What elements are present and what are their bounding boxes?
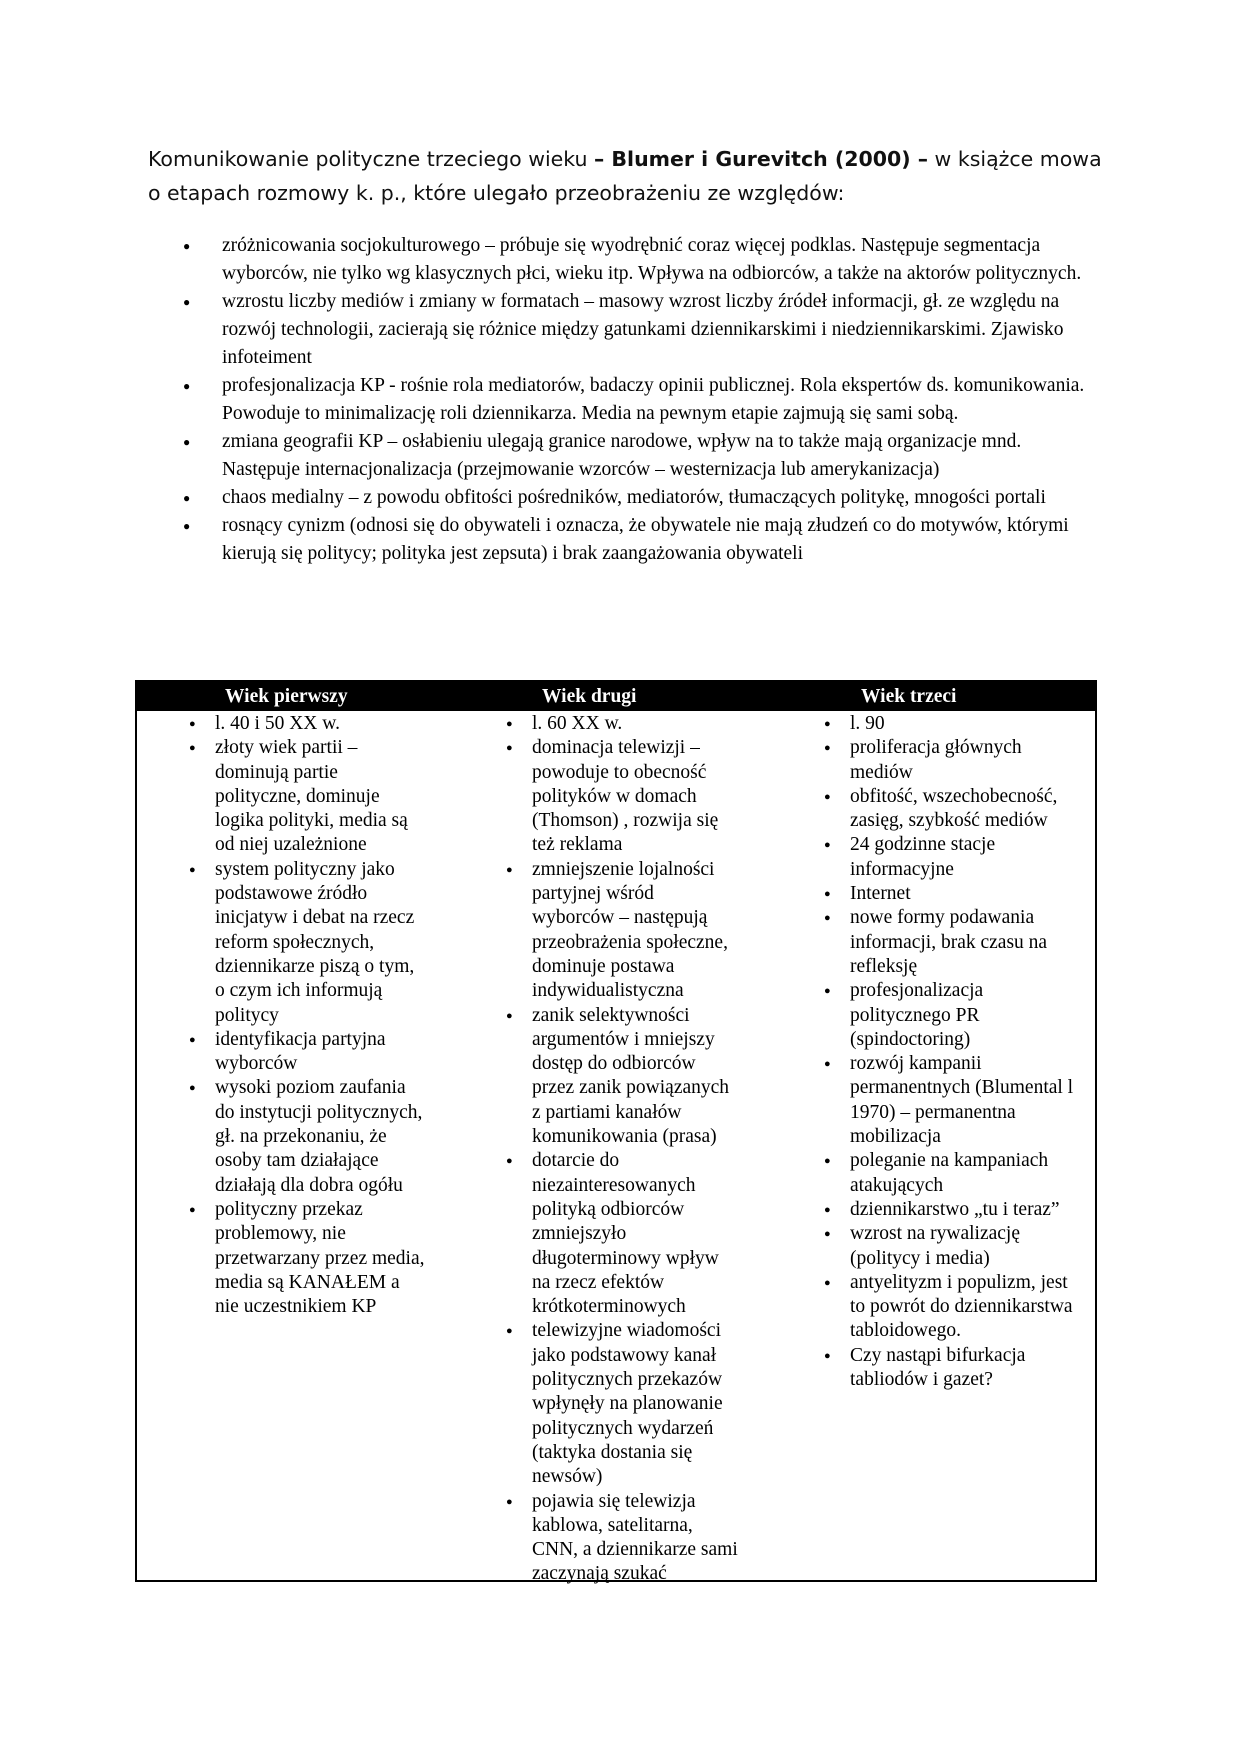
header-first-age: Wiek pierwszy [225,686,348,707]
table-list-item: ● wysoki poziom zaufania do instytucji politycznych, gł. na przekonaniu, że osoby tam działające działają dla dobra ogółu [177,1076,427,1197]
table-header-row [137,682,1095,711]
table-list-item: ● zanik selektywności argumentów i mniejszy dostęp do odbiorców przez zanik powiązanych z partiami kanałów komunikowania (prasa) [494,1004,739,1150]
table-list-item: ● identyfikacja partyjna wyborców [177,1028,427,1077]
table-list-item: ● Czy nastąpi bifurkacja tabliodów i gazet? [812,1344,1077,1393]
table-list-item: ● złoty wiek partii – dominują partie polityczne, dominuje logika polityki, media są od niej uzależnione [177,736,427,857]
table-list-item: ● poleganie na kampaniach atakujących [812,1149,1077,1198]
table-list-item: ● dominacja telewizji – powoduje to obecność polityków w domach (Thomson) , rozwija się też reklama [494,736,739,857]
table-list-item: ● system polityczny jako podstawowe źródło inicjatyw i debat na rzecz reform społecznych, dziennikarze piszą o tym, o czym ich informują politycy [177,858,427,1028]
table-list-item: ● zmniejszenie lojalności partyjnej wśród wyborców – następują przeobrażenia społeczne, dominuje postawa indywidualistyczna [494,858,739,1004]
table-list-item: ● l. 40 i 50 XX w. [177,712,427,736]
table-list-item: ● telewizyjne wiadomości jako podstawowy kanał politycznych przekazów wpłynęły na planowanie politycznych wydarzeń (taktyka dostania się newsów) [494,1319,739,1489]
table-list-item: ● dotarcie do niezainteresowanych polityką odbiorców zmniejszyło długoterminowy wpływ na rzecz efektów krótkoterminowych [494,1149,739,1319]
header-second-age: Wiek drugi [542,686,637,707]
factors-list [148,232,1088,568]
list-item: ● wzrostu liczby mediów i zmiany w formatach – masowy wzrost liczby źródeł informacji, gł. ze względu na rozwój technologii, zacierają się różnice między gatunkami dziennikarskimi i niedziennikarskimi. Zjawisko infoteiment [148,288,1088,372]
table-list-item: ● wzrost na rywalizację (politycy i media) [812,1222,1077,1271]
table-list-item: ● l. 60 XX w. [494,712,739,736]
table-list-item: ● l. 90 [812,712,1077,736]
table-list-item: ● dziennikarstwo „tu i teraz” [812,1198,1077,1222]
intro-authors: – Blumer i Gurevitch (2000) – [594,147,929,171]
table-list-item: ● polityczny przekaz problemowy, nie przetwarzany przez media, media są KANAŁEM a nie uczestnikiem KP [177,1198,427,1319]
table-list-item: ● nowe formy podawania informacji, brak czasu na refleksję [812,906,1077,979]
intro-text-end: w książce mowa o etapach rozmowy k. p., które ulegało przeobrażeniu ze względów: [148,147,1102,205]
table-list-item: ● pojawia się telewizja kablowa, satelitarna, CNN, a dziennikarze sami zaczynają szukać [494,1490,739,1587]
header-third-age: Wiek trzeci [861,686,957,707]
table-list-item: ● rozwój kampanii permanentnych (Blumental l 1970) – permanentna mobilizacja [812,1052,1077,1149]
list-item: ● zróżnicowania socjokulturowego – próbuje się wyodrębnić coraz więcej podklas. Następuje segmentacja wyborców, nie tylko wg klasycznych płci, wieku itp. Wpływa na odbiorców, a także na aktorów politycznych. [148,232,1088,288]
table-list-item: ● 24 godzinne stacje informacyjne [812,833,1077,882]
intro-text-start: Komunikowanie polityczne trzeciego wieku [148,147,595,171]
table-list-item: ● profesjonalizacja politycznego PR (spindoctoring) [812,979,1077,1052]
list-item: ● chaos medialny – z powodu obfitości pośredników, mediatorów, tłumaczących politykę, mnogości portali [148,484,1088,512]
column-third-age [812,712,1077,1392]
table-list-item: ● proliferacja głównych mediów [812,736,1077,785]
table-list-item: ● obfitość, wszechobecność, zasięg, szybkość mediów [812,785,1077,834]
table-list-item: ● Internet [812,882,1077,906]
ages-table [135,680,1097,1585]
list-item: ● zmiana geografii KP – osłabieniu ulegają granice narodowe, wpływ na to także mają organizacje mnd. Następuje internacjonalizacja (przejmowanie wzorców – westernizacja lub amerykanizacja) [148,428,1088,484]
table-list-item: ● antyelityzm i populizm, jest to powrót do dziennikarstwa tabloidowego. [812,1271,1077,1344]
column-first-age [177,712,427,1319]
list-item: ● rosnący cynizm (odnosi się do obywateli i oznacza, że obywatele nie mają złudzeń co do motywów, którymi kierują się politycy; polityka jest zepsuta) i brak zaangażowania obywateli [148,512,1088,568]
list-item: ● profesjonalizacja KP - rośnie rola mediatorów, badaczy opinii publicznej. Rola ekspertów ds. komunikowania. Powoduje to minimalizację roli dziennikarza. Media na pewnym etapie zajmują się sami sobą. [148,372,1088,428]
column-second-age [494,712,739,1587]
intro-paragraph [148,142,1108,210]
